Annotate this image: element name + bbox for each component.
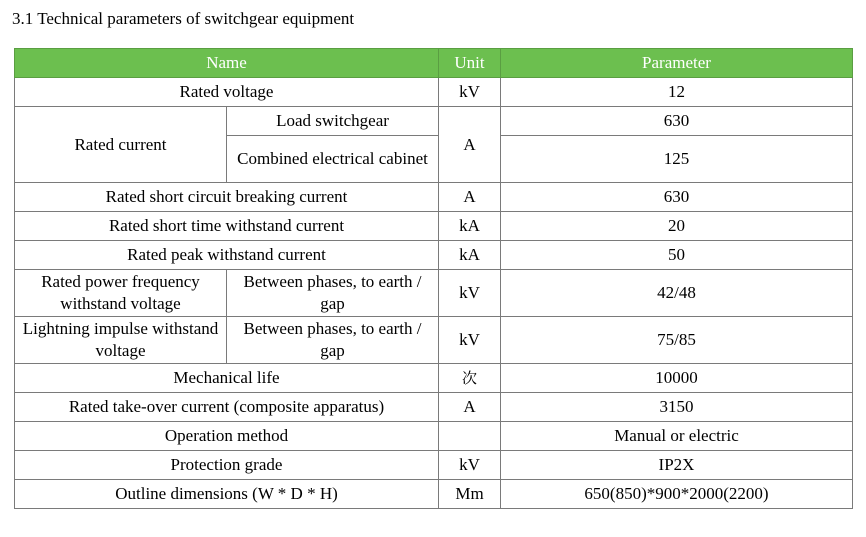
table-row-mechanical-life [15,364,853,393]
row-subname: Combined electrical cabinet [227,136,439,183]
row-unit: A [439,393,501,422]
row-unit [439,422,501,451]
row-value: 630 [501,107,853,136]
row-unit: kV [439,317,501,364]
row-name: Lightning impulse withstand voltage [15,317,227,364]
row-value: 20 [501,212,853,241]
row-value: Manual or electric [501,422,853,451]
row-name: Rated power frequency withstand voltage [15,270,227,317]
header-unit: Unit [439,49,501,78]
row-unit: kV [439,270,501,317]
row-name: Operation method [15,422,439,451]
row-subname: Between phases, to earth / gap [227,270,439,317]
table-row-lightning-impulse [15,317,853,364]
row-unit: Mm [439,480,501,509]
table-row-power-frequency [15,270,853,317]
header-parameter: Parameter [501,49,853,78]
row-name: Rated short time withstand current [15,212,439,241]
row-name: Rated short circuit breaking current [15,183,439,212]
table-row-rated-voltage [15,78,853,107]
row-value: 650(850)*900*2000(2200) [501,480,853,509]
row-unit: kV [439,451,501,480]
section-title: 3.1 Technical parameters of switchgear equipment [12,9,355,28]
table-row-take-over-current [15,393,853,422]
row-value: 10000 [501,364,853,393]
table-row-peak-withstand [15,241,853,270]
table-row-short-circuit-breaking [15,183,853,212]
row-value: 50 [501,241,853,270]
row-unit: kA [439,241,501,270]
row-value: IP2X [501,451,853,480]
technical-parameters-table [14,48,853,509]
table-row-protection-grade [15,451,853,480]
row-unit: kA [439,212,501,241]
table-row-operation-method [15,422,853,451]
row-name: Rated current [15,107,227,183]
row-value: 75/85 [501,317,853,364]
row-unit: 次 [439,364,501,393]
table-row-outline-dimensions [15,480,853,509]
header-name: Name [15,49,439,78]
row-name: Mechanical life [15,364,439,393]
row-subname: Load switchgear [227,107,439,136]
table-header-row [15,49,853,78]
row-name: Rated take-over current (composite apparatus) [15,393,439,422]
row-name: Outline dimensions (W * D * H) [15,480,439,509]
row-value: 3150 [501,393,853,422]
table-row-rated-current-load [15,107,853,136]
row-value: 630 [501,183,853,212]
row-value: 42/48 [501,270,853,317]
row-value: 12 [501,78,853,107]
row-name: Rated peak withstand current [15,241,439,270]
row-unit: kV [439,78,501,107]
row-name: Rated voltage [15,78,439,107]
row-value: 125 [501,136,853,183]
row-name: Protection grade [15,451,439,480]
table-row-short-time-withstand [15,212,853,241]
row-unit: A [439,183,501,212]
row-unit: A [439,107,501,183]
row-subname: Between phases, to earth / gap [227,317,439,364]
